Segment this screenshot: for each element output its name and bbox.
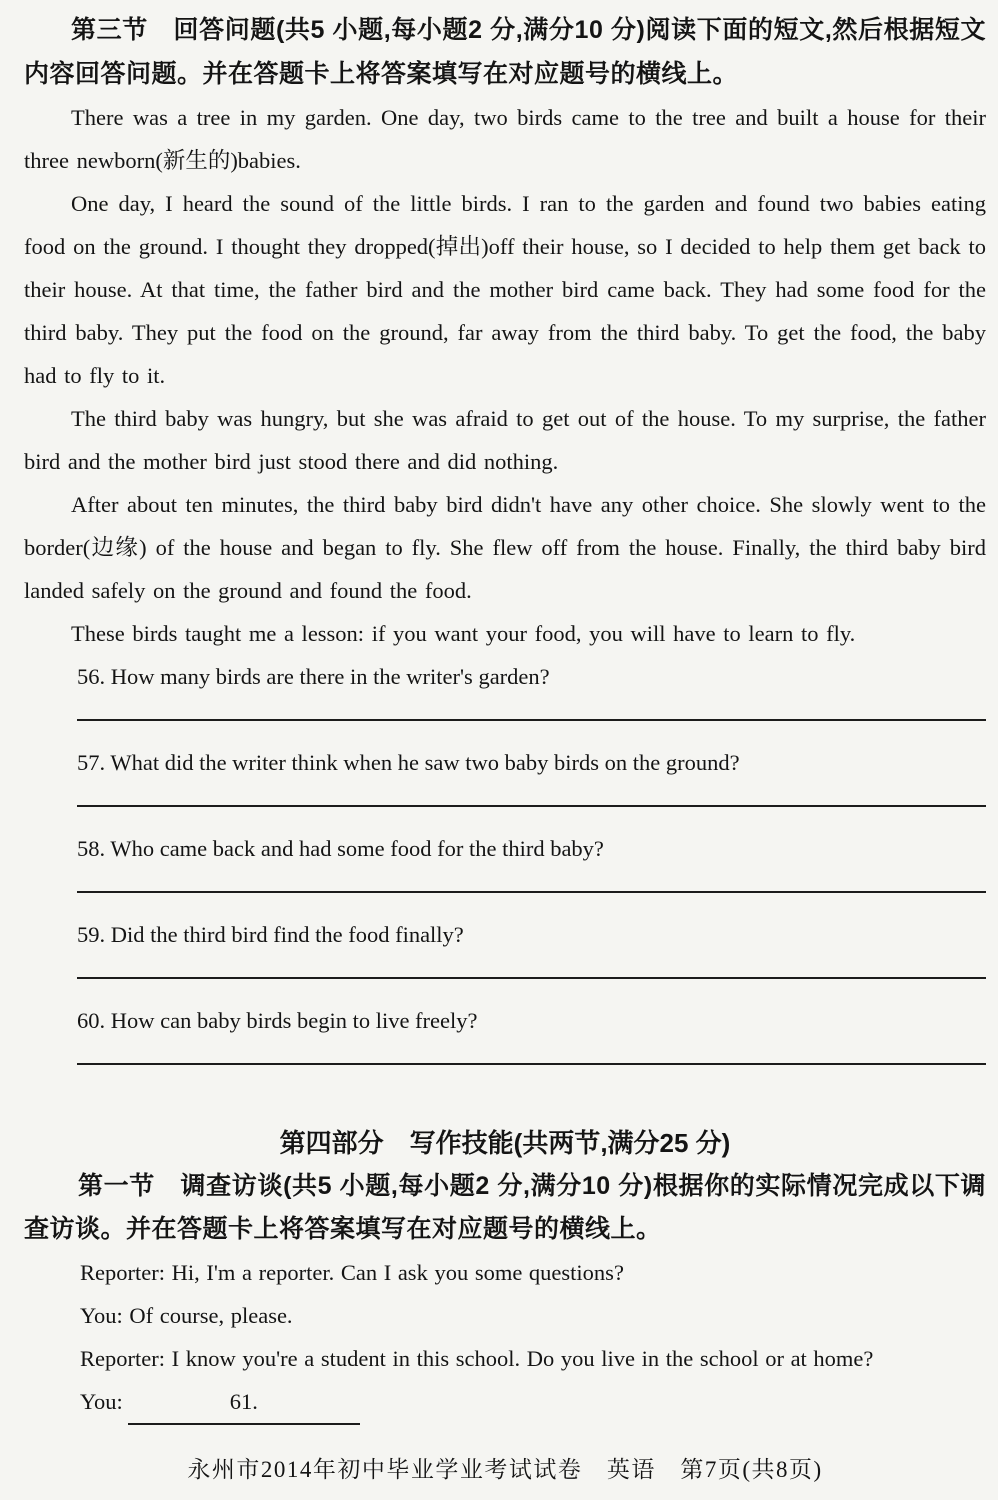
question-58-text: 58. Who came back and had some food for the third baby? [77,836,604,861]
passage-paragraph-2: One day, I heard the sound of the little birds. I ran to the garden and found two babies eating food on the ground. I thought they dropped(掉出)off their house, so I decided to help them get back to their house. At that time, the father bird and the mother bird came back. They had some food for the third baby. They put the food on the ground, far away from the third baby. To get the food, the baby had to fly to it. [24,191,986,388]
page-footer: 永州市2014年初中毕业学业考试试卷 英语 第7页(共8页) [187,1457,823,1482]
answer-line-56[interactable] [77,698,986,721]
answer-line-60[interactable] [77,1042,986,1065]
dialogue-text: Of course, please. [129,1303,293,1328]
question-60-text: 60. How can baby birds begin to live freely? [77,1008,478,1033]
passage-paragraph-1: There was a tree in my garden. One day, two birds came to the tree and built a house for their three newborn(新生的)babies. [24,105,986,173]
question-59-text: 59. Did the third bird find the food finally? [77,922,464,947]
question-56 [77,655,986,721]
question-list [77,655,986,1065]
interview-dialogue [80,1251,986,1425]
question-57-text: 57. What did the writer think when he saw two baby birds on the ground? [77,750,740,775]
passage-paragraph-3: The third baby was hungry, but she was afraid to get out of the house. To my surprise, the father bird and the mother bird just stood there and did nothing. [24,406,986,474]
dialogue-text: I know you're a student in this school. Do you live in the school or at home? [171,1346,874,1371]
answer-line-59[interactable] [77,956,986,979]
passage-paragraph-5: These birds taught me a lesson: if you want your food, you will have to learn to fly. [71,621,856,646]
part4-heading: 第四部分 写作技能(共两节,满分25 分) [279,1128,731,1158]
question-58 [77,827,986,893]
speaker-label: You: [80,1389,123,1414]
reading-passage [24,96,986,655]
dialogue-line-2 [80,1294,986,1337]
section3-heading: 第三节 回答问题(共5 小题,每小题2 分,满分10 分)阅读下面的短文,然后根据短文内容回答问题。并在答题卡上将答案填写在对应题号的横线上。 [24,16,986,88]
answer-line-58[interactable] [77,870,986,893]
question-56-text: 56. How many birds are there in the writer's garden? [77,664,550,689]
speaker-label: Reporter: [80,1260,165,1285]
speaker-label: Reporter: [80,1346,165,1371]
dialogue-line-4 [80,1380,986,1425]
section1-instructions: 第一节 调查访谈(共5 小题,每小题2 分,满分10 分)根据你的实际情况完成以下调查访谈。并在答题卡上将答案填写在对应题号的横线上。 [24,1172,986,1243]
blank-61-number: 61. [229,1389,258,1414]
passage-paragraph-4: After about ten minutes, the third baby bird didn't have any other choice. She slowly went to the border(边缘) of the house and began to fly. She flew off from the house. Finally, the third baby bird landed safely on the ground and found the food. [24,492,986,603]
answer-blank-61[interactable] [128,1380,360,1425]
question-59 [77,913,986,979]
answer-line-57[interactable] [77,784,986,807]
question-57 [77,741,986,807]
dialogue-text: Hi, I'm a reporter. Can I ask you some questions? [171,1260,624,1285]
speaker-label: You: [80,1303,123,1328]
question-60 [77,999,986,1065]
dialogue-line-1 [80,1251,986,1294]
dialogue-line-3 [80,1337,986,1380]
